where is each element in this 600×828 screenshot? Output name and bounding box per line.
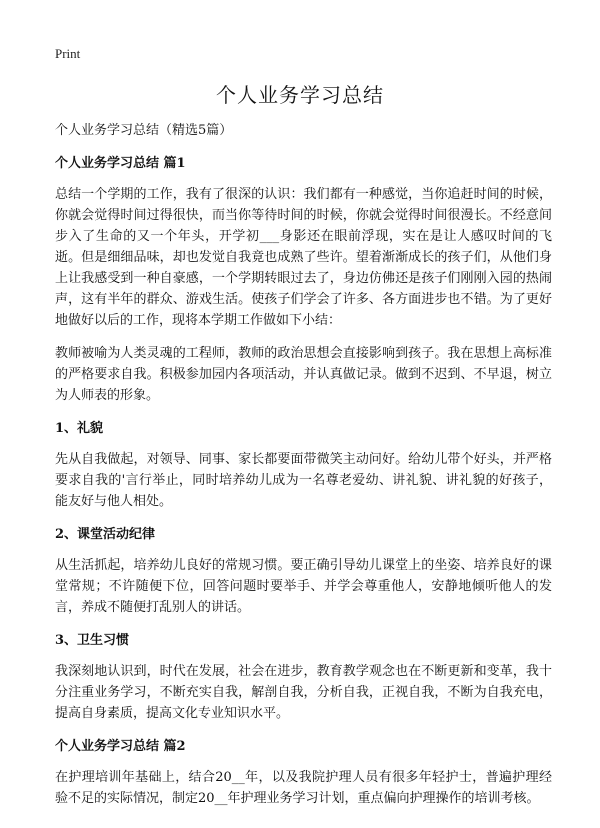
paragraph: 在护理培训年基础上，结合20__年，以及我院护理人员有很多年轻护士，普遍护理经验不足的实际情况，制定20__年护理业务学习计划，重点偏向护理操作的培训考核。 <box>55 770 552 806</box>
document-subtitle: 个人业务学习总结（精选5篇） <box>55 123 233 138</box>
paragraph: 教师被喻为人类灵魂的工程师，教师的政治思想会直接影响到孩子。我在思想上高标准的严格要求自我。积极参加园内各项活动，并认真做记录。做到不迟到、不早退，树立为人师表的形象。 <box>55 346 552 403</box>
print-link[interactable]: Print <box>55 46 81 61</box>
page-title: 个人业务学习总结 <box>216 83 384 107</box>
section-heading-classroom-discipline: 2、课堂活动纪律 <box>55 527 156 542</box>
section-heading-hygiene: 3、卫生习惯 <box>55 633 130 648</box>
section-heading-manners: 1、礼貌 <box>55 421 104 436</box>
section-heading-article-1: 个人业务学习总结 篇1 <box>55 156 186 171</box>
paragraph: 从生活抓起，培养幼儿良好的常规习惯。要正确引导幼儿课堂上的坐姿、培养良好的课堂常规；不许随便下位，回答问题时要举手、并学会尊重他人，安静地倾听他人的发言，养成不随便打乱别人的讲话。 <box>55 558 552 615</box>
paragraph: 总结一个学期的工作，我有了很深的认识：我们都有一种感觉，当你追赶时间的时候，你就会觉得时间过得很快，而当你等待时间的时候，你就会觉得时间很漫长。不经意间步入了生命的又一个年头，开学初___身影还在眼前浮现，实在是让人感叹时间的飞逝。但是细细品味，却也发觉自我竟也成熟了些许。望着渐渐成长的孩子们，从他们身上让我感受到一种自豪感，一个学期转眼过去了，身边仿佛还是孩子们刚刚入园的热闹声，这有半年的群众、游戏生活。使孩子们学会了许多、各方面进步也不错。为了更好地做好以后的工作，现将本学期工作做如下小结： <box>55 187 552 328</box>
paragraph: 我深刻地认识到，时代在发展，社会在进步，教育教学观念也在不断更新和变革，我十分注重业务学习，不断充实自我，解剖自我，分析自我，正视自我，不断为自我充电，提高自身素质，提高文化专业知识水平。 <box>55 664 552 721</box>
paragraph: 先从自我做起，对领导、同事、家长都要面带微笑主动问好。给幼儿带个好头，并严格要求自我的'言行举止，同时培养幼儿成为一名尊老爱幼、讲礼貌、讲礼貌的好孩子，能友好与他人相处。 <box>55 452 552 509</box>
document-body <box>55 120 552 821</box>
section-heading-article-2: 个人业务学习总结 篇2 <box>55 739 186 754</box>
